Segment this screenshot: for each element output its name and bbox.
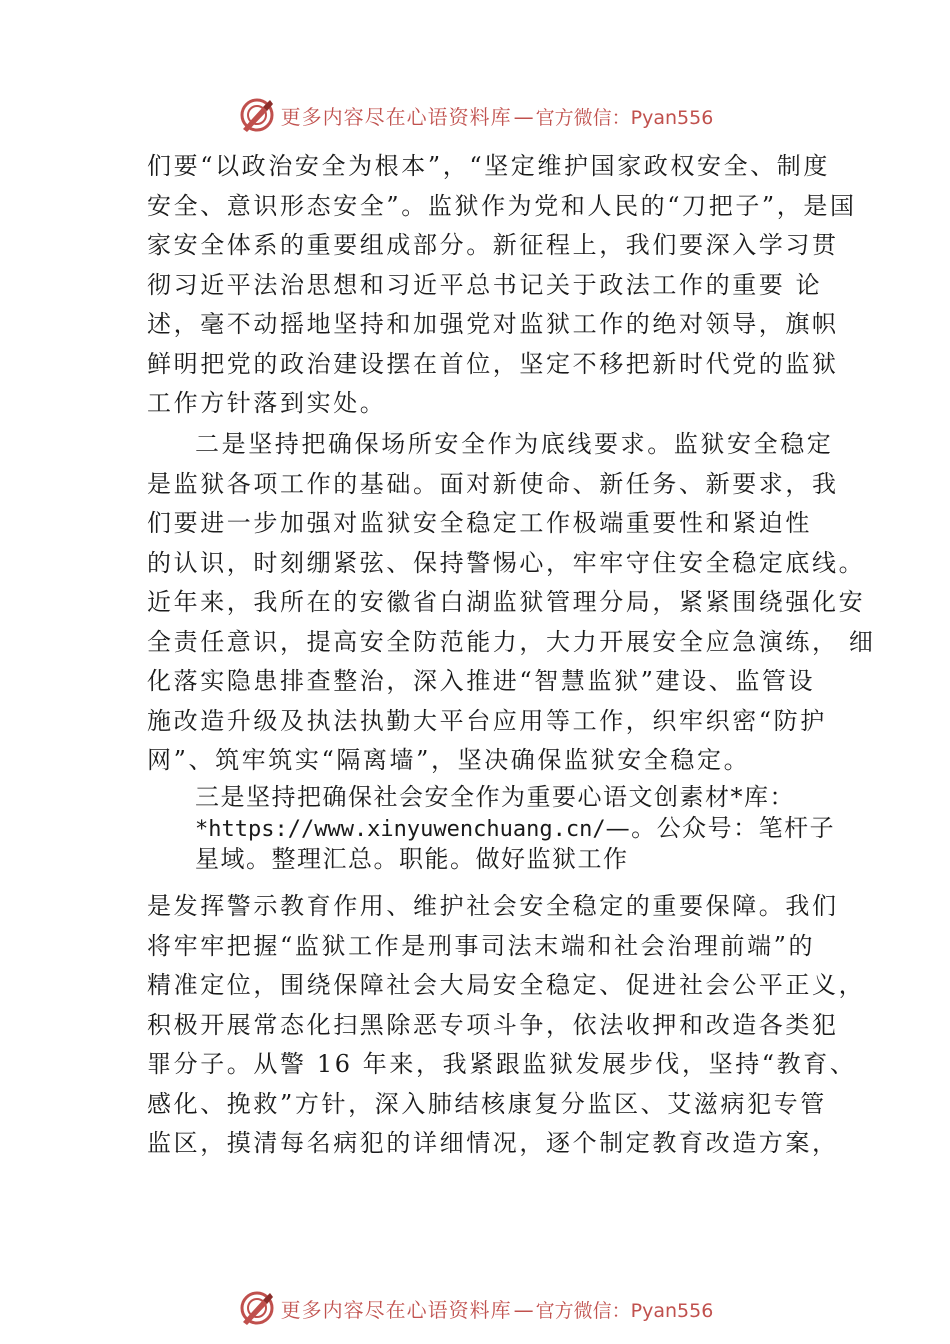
paragraph-continued: [147, 147, 857, 424]
text-line: 感化、挽救”方针，深入肺结核康复分监区、艾滋病犯专管: [147, 1089, 827, 1118]
footer-banner-text: [281, 1294, 714, 1323]
text-line: 的认识，时刻绷紧弦、保持警惕心，牢牢守住安全稳定底线。: [147, 548, 866, 577]
footer-banner: [0, 1286, 950, 1330]
source-url-link[interactable]: *https://www.xinyuwenchuang.cn/: [195, 817, 606, 842]
text-line: 全责任意识，提高安全防范能力，大力开展安全应急演练， 细: [147, 627, 876, 656]
text-line: 安全、意识形态安全”。监狱作为党和人民的“刀把子”，是国: [147, 191, 857, 220]
text-line: 星域。整理汇总。职能。做好监狱工作: [195, 845, 629, 873]
paragraph-second-point: [147, 425, 876, 781]
banner-separator: —: [513, 104, 534, 129]
text-line: 们要“以政治安全为根本”，“坚定维护国家政权安全、制度: [147, 152, 831, 180]
text-line: 是发挥警示教育作用、维护社会安全稳定的重要保障。我们: [147, 892, 839, 920]
text-line: 近年来，我所在的安徽省白湖监狱管理分局，紧紧围绕强化安: [147, 588, 866, 616]
text-line: 述，毫不动摇地坚持和加强党对监狱工作的绝对领导，旗帜: [147, 310, 839, 338]
banner-contact: 官方微信：Pyan556: [535, 1299, 714, 1322]
paragraph-third-point-body: [147, 887, 866, 1164]
banner-lead: 更多内容尽在心语资料库: [280, 1297, 512, 1322]
text-line: 积极开展常态化扫黑除恶专项斗争，依法收押和改造各类犯: [147, 1010, 839, 1039]
text-line: 工作方针落到实处。: [147, 389, 387, 417]
text-line: 罪分子。从警 16 年来，我紧跟监狱发展步伐，坚持“教育、: [147, 1050, 857, 1078]
text-line: 们要进一步加强对监狱安全稳定工作极端重要性和紧迫性: [147, 509, 812, 537]
text-line: 精准定位，围绕保障社会大局安全稳定、促进社会公平正义，: [147, 971, 866, 999]
banner-separator: —: [513, 1297, 534, 1322]
text-line: 化落实隐患排查整治，深入推进“智慧监狱”建设、监管设: [147, 667, 816, 695]
pen-seal-logo-icon: [237, 95, 277, 135]
text-line: 网”、筑牢筑实“隔离墙”，坚决确保监狱安全稳定。: [147, 746, 751, 774]
text-line: 鲜明把党的政治建设摆在首位，坚定不移把新时代党的监狱: [147, 349, 839, 378]
header-banner-text: [281, 101, 714, 130]
text-line: 二是坚持把确保场所安全作为底线要求。监狱安全稳定: [195, 430, 834, 458]
text-line: 监区，摸清每名病犯的详细情况，逐个制定教育改造方案，: [147, 1129, 839, 1157]
banner-lead: 更多内容尽在心语资料库: [280, 104, 512, 129]
text-line: 彻习近平法治思想和习近平总书记关于政法工作的重要 论: [147, 270, 823, 299]
text-line: 施改造升级及执法执勤大平台应用等工作，织牢织密“防护: [147, 706, 827, 735]
pen-seal-logo-icon: [237, 1288, 277, 1328]
text-line: [195, 813, 835, 844]
text-line: 将牢牢把握“监狱工作是刑事司法末端和社会治理前端”的: [147, 931, 816, 960]
text-line: 是监狱各项工作的基础。面对新使命、新任务、新要求，我: [147, 469, 839, 498]
banner-contact: 官方微信：Pyan556: [535, 106, 714, 129]
text-fragment: —。公众号：笔杆子: [605, 814, 836, 842]
text-line: 家安全体系的重要组成部分。新征程上，我们要深入学习贯: [147, 231, 839, 259]
text-line: 三是坚持把确保社会安全作为重要心语文创素材*库：: [195, 783, 795, 811]
paragraph-third-point-header: [195, 782, 835, 875]
header-banner: [0, 93, 950, 137]
